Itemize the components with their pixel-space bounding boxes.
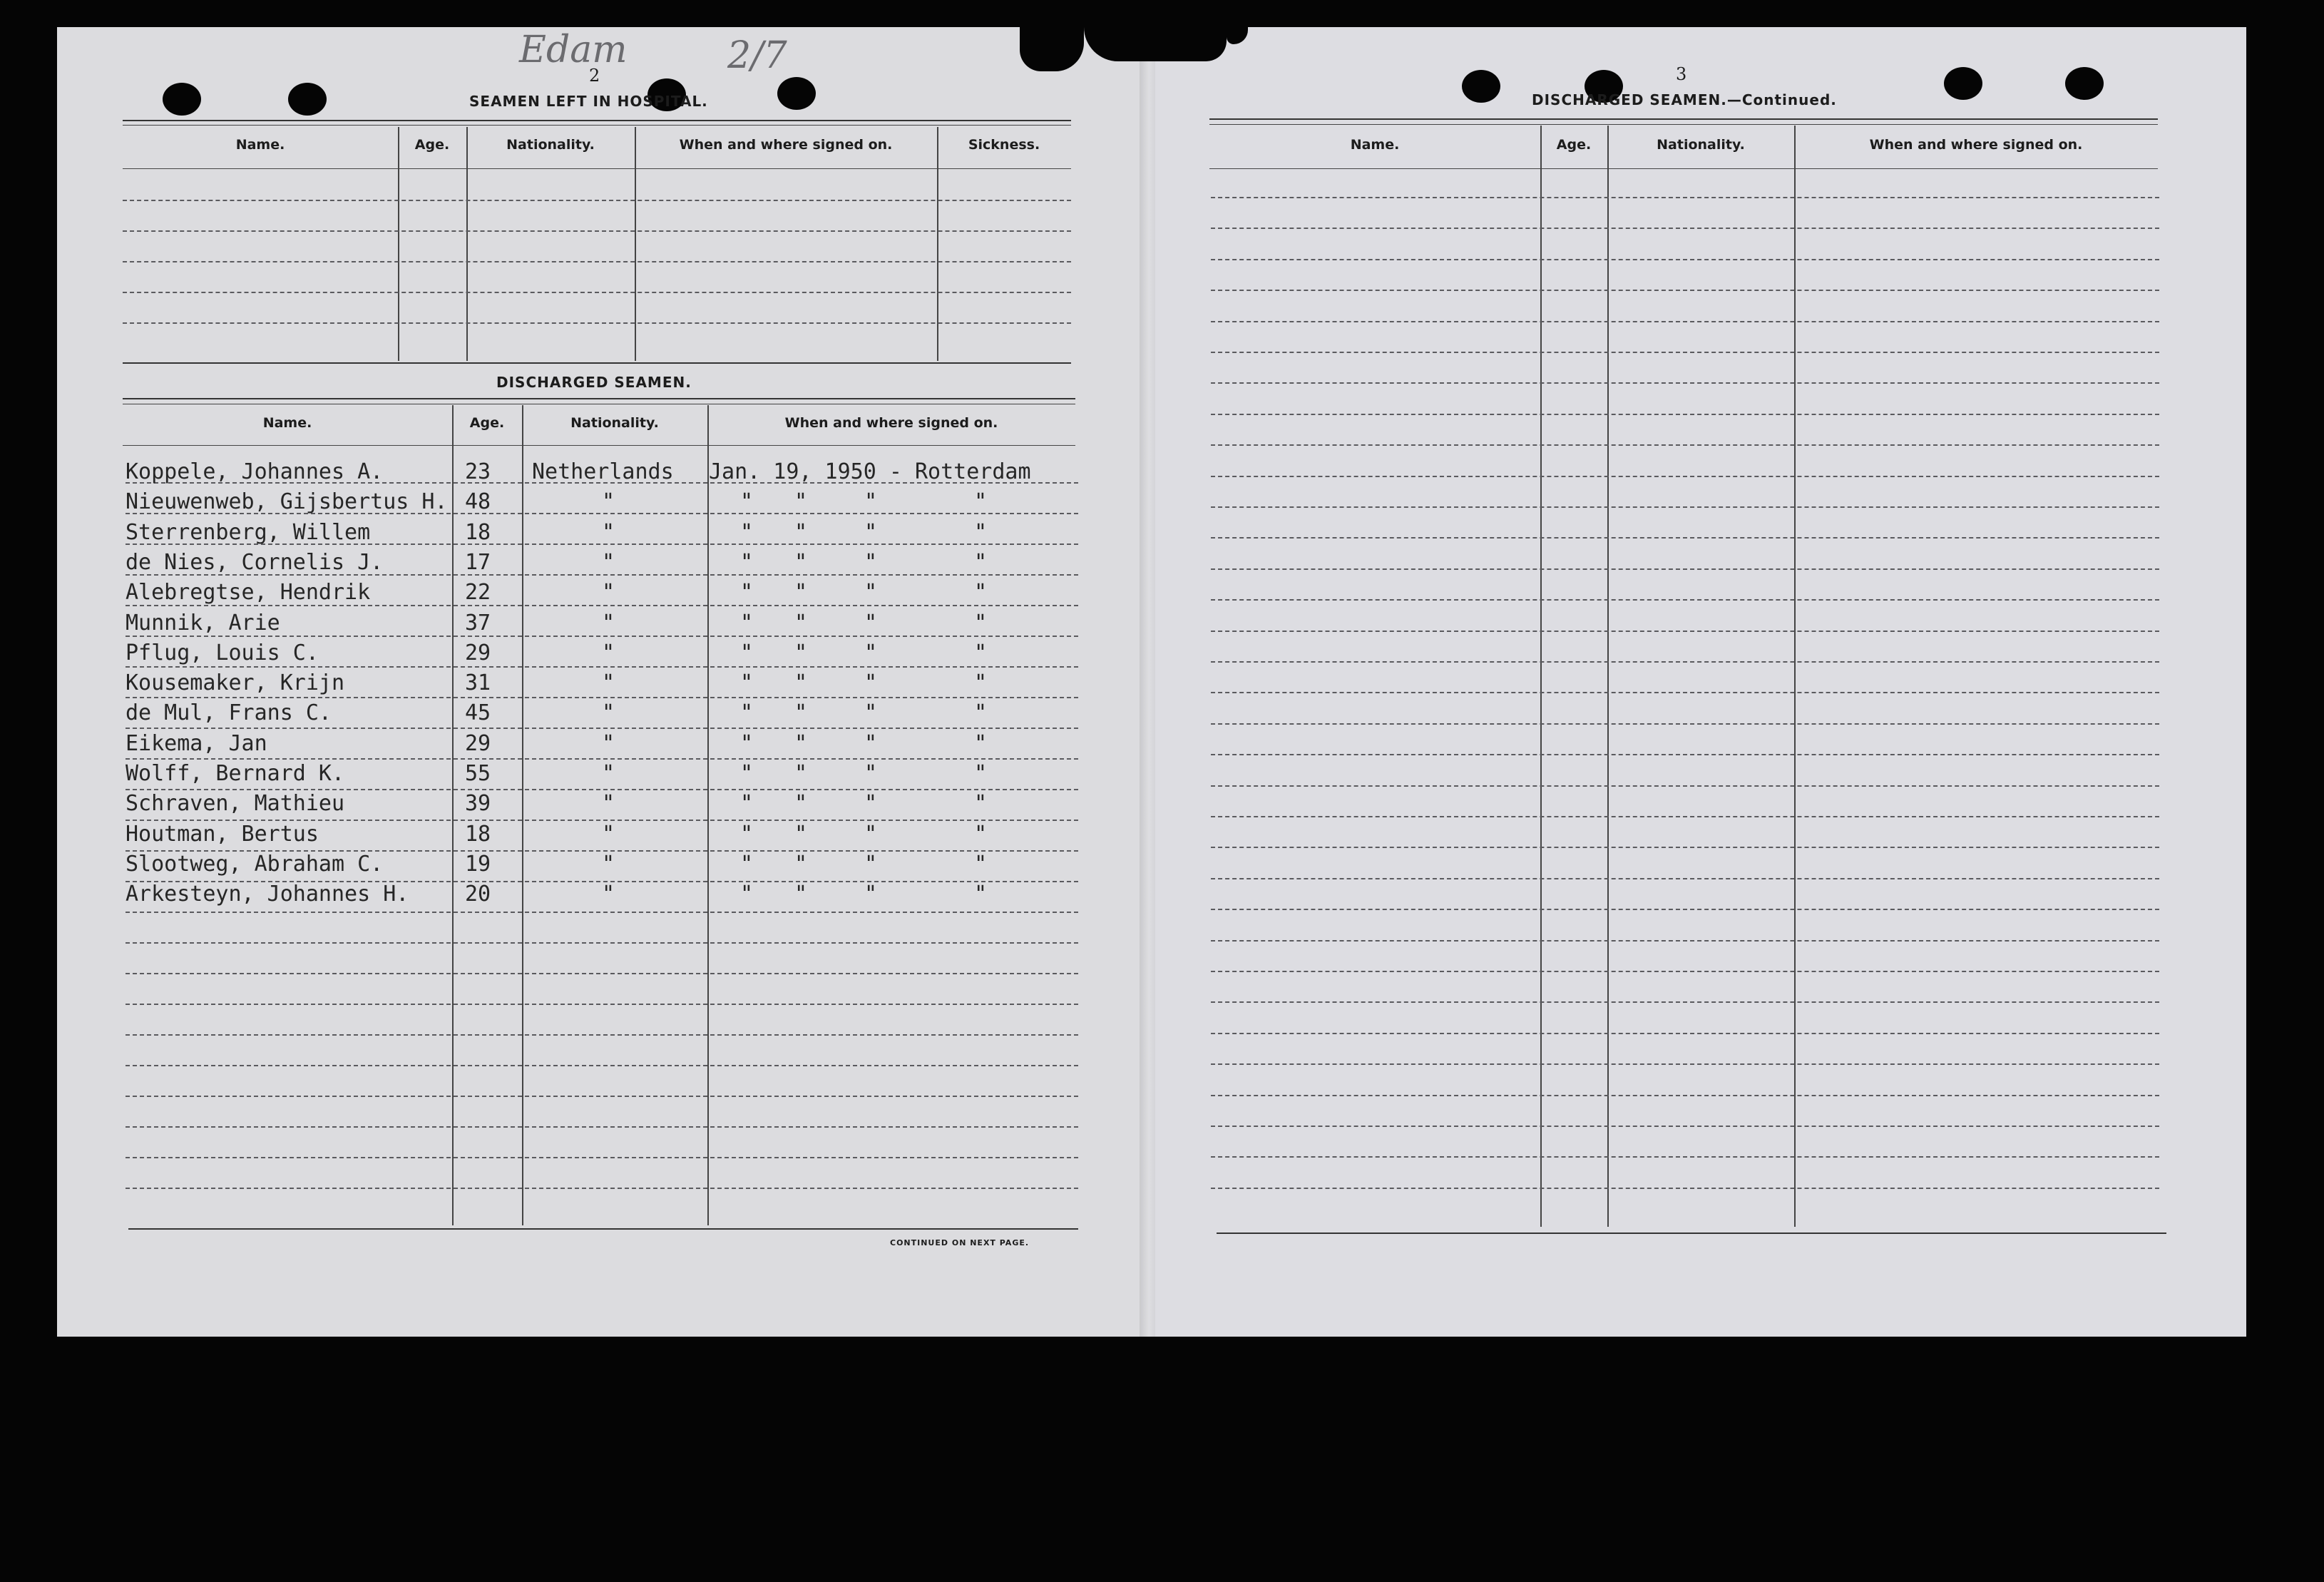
seaman-name: Schraven, Mathieu [126, 791, 345, 817]
hospital-col-nationality: Nationality. [506, 137, 595, 153]
ditto-mark: " [794, 700, 808, 726]
ditto-mark: " [602, 882, 615, 907]
ditto-mark: " [794, 549, 808, 575]
ruling-line [123, 292, 1071, 293]
hospital-bottom-rule [123, 362, 1071, 364]
ditto-mark: " [740, 791, 754, 817]
ditto-mark: " [794, 791, 808, 817]
punch-hole [777, 77, 816, 110]
ditto-mark: " [864, 640, 878, 665]
seaman-signed-on: Jan. 19, 1950 - Rotterdam [709, 459, 1031, 484]
right-bottom-rule [1217, 1233, 2166, 1234]
ruling-line [126, 697, 1078, 698]
punch-hole [288, 83, 327, 116]
ditto-mark: " [602, 791, 615, 817]
seaman-age: 19 [465, 851, 491, 877]
ruling-line [126, 1004, 1078, 1005]
ruling-line [1211, 1188, 2159, 1189]
ditto-mark: " [864, 851, 878, 877]
ruling-line [1211, 661, 2159, 663]
ditto-mark: " [602, 851, 615, 877]
ditto-mark: " [794, 670, 808, 696]
ditto-mark: " [974, 580, 988, 606]
page-number-right: 3 [1676, 64, 1687, 84]
seaman-age: 31 [465, 670, 491, 696]
seaman-age: 17 [465, 549, 491, 575]
ditto-mark: " [740, 549, 754, 575]
ditto-mark: " [864, 549, 878, 575]
ruling-line [1211, 1001, 2159, 1003]
right-col-name: Name. [1350, 137, 1400, 153]
punch-hole [163, 83, 201, 116]
seaman-name: Koppele, Johannes A. [126, 459, 384, 484]
seaman-age: 23 [465, 459, 491, 484]
ditto-mark: " [864, 610, 878, 636]
ditto-mark: " [794, 730, 808, 756]
ditto-mark: " [794, 610, 808, 636]
ditto-mark: " [974, 730, 988, 756]
handwritten-date: 2/7 [727, 34, 787, 77]
ruling-line [1211, 444, 2159, 446]
ditto-mark: " [794, 882, 808, 907]
ruling-line [126, 1034, 1078, 1036]
ruling-line [1211, 259, 2159, 260]
ditto-mark: " [740, 610, 754, 636]
hospital-top-rule [123, 120, 1071, 121]
ruling-line [1211, 476, 2159, 477]
ditto-mark: " [974, 821, 988, 847]
ditto-mark: " [864, 791, 878, 817]
seaman-name: Houtman, Bertus [126, 821, 319, 847]
seaman-age: 45 [465, 700, 491, 726]
discharged-col-divider [707, 405, 709, 1225]
page-number-left: 2 [589, 66, 600, 86]
ditto-mark: " [602, 700, 615, 726]
ruling-line [1211, 382, 2159, 384]
hospital-top-rule-2 [123, 125, 1071, 126]
ruling-line [1211, 847, 2159, 848]
seaman-age: 55 [465, 761, 491, 786]
hospital-col-sickness: Sickness. [968, 137, 1040, 153]
torn-edge [1084, 27, 1227, 61]
ditto-mark: " [864, 519, 878, 545]
ruling-line [126, 728, 1078, 729]
seaman-age: 20 [465, 882, 491, 907]
hospital-col-signed-on: When and where signed on. [679, 137, 893, 153]
seaman-nationality: Netherlands [532, 459, 674, 484]
ditto-mark: " [602, 821, 615, 847]
ruling-line [1211, 1033, 2159, 1034]
seaman-name: Munnik, Arie [126, 610, 280, 636]
seaman-name: Slootweg, Abraham C. [126, 851, 384, 877]
ruling-line [1211, 1156, 2159, 1158]
ruling-line [126, 605, 1078, 606]
ruling-line [126, 1065, 1078, 1066]
seaman-name: Kousemaker, Krijn [126, 670, 345, 696]
ditto-mark: " [602, 670, 615, 696]
ruling-line [1211, 754, 2159, 755]
discharged-col-name: Name. [262, 415, 312, 431]
ruling-line [1211, 1126, 2159, 1127]
ruling-line [123, 200, 1071, 201]
ruling-line [126, 912, 1078, 913]
ruling-line [1211, 228, 2159, 229]
seaman-name: de Nies, Cornelis J. [126, 549, 384, 575]
ditto-mark: " [794, 580, 808, 606]
right-page [1148, 27, 2246, 1337]
discharged-section-title: DISCHARGED SEAMEN. [496, 374, 692, 391]
ruling-line [1211, 1063, 2159, 1065]
ditto-mark: " [864, 489, 878, 515]
ditto-mark: " [602, 549, 615, 575]
ruling-line [126, 1096, 1078, 1097]
seaman-name: Sterrenberg, Willem [126, 519, 371, 545]
discharged-col-signed-on: When and where signed on. [784, 415, 998, 431]
seaman-name: Pflug, Louis C. [126, 640, 319, 665]
seaman-age: 39 [465, 791, 491, 817]
hospital-col-name: Name. [235, 137, 285, 153]
page-fold [1140, 27, 1155, 1337]
ditto-mark: " [974, 670, 988, 696]
ditto-mark: " [794, 640, 808, 665]
seaman-name: Alebregtse, Hendrik [126, 580, 371, 606]
hospital-section-title: SEAMEN LEFT IN HOSPITAL. [469, 93, 708, 110]
ditto-mark: " [740, 670, 754, 696]
hospital-header-rule [123, 168, 1071, 169]
right-col-age: Age. [1556, 137, 1592, 153]
ruling-line [126, 973, 1078, 974]
seaman-age: 29 [465, 640, 491, 665]
seaman-name: Wolff, Bernard K. [126, 761, 345, 786]
ruling-line [126, 1188, 1078, 1189]
ruling-line [126, 942, 1078, 944]
ditto-mark: " [864, 730, 878, 756]
hospital-col-divider [466, 127, 468, 361]
right-section-title: DISCHARGED SEAMEN.—Continued. [1532, 91, 1837, 108]
ditto-mark: " [740, 851, 754, 877]
ditto-mark: " [602, 519, 615, 545]
ditto-mark: " [974, 700, 988, 726]
ruling-line [126, 758, 1078, 760]
discharged-top-rule [123, 398, 1075, 399]
seaman-age: 22 [465, 580, 491, 606]
ruling-line [1211, 352, 2159, 353]
ditto-mark: " [974, 610, 988, 636]
ditto-mark: " [602, 610, 615, 636]
discharged-header-rule [123, 445, 1075, 446]
ditto-mark: " [864, 882, 878, 907]
handwritten-ship-name: Edam [519, 29, 628, 71]
right-col-nationality: Nationality. [1657, 137, 1745, 153]
ruling-line [1211, 537, 2159, 539]
ruling-line [123, 230, 1071, 232]
ditto-mark: " [864, 580, 878, 606]
ruling-line [1211, 414, 2159, 415]
ditto-mark: " [740, 761, 754, 786]
seaman-name: Eikema, Jan [126, 730, 267, 756]
seaman-age: 29 [465, 730, 491, 756]
ditto-mark: " [974, 489, 988, 515]
seaman-age: 18 [465, 519, 491, 545]
ditto-mark: " [740, 730, 754, 756]
ditto-mark: " [794, 851, 808, 877]
ruling-line [126, 789, 1078, 790]
ruling-line [126, 1126, 1078, 1128]
ditto-mark: " [974, 791, 988, 817]
ruling-line [123, 322, 1071, 324]
ditto-mark: " [974, 851, 988, 877]
ruling-line [1211, 506, 2159, 508]
punch-hole [2065, 67, 2104, 100]
ruling-line [1211, 909, 2159, 910]
hospital-col-divider [398, 127, 399, 361]
ruling-line [1211, 599, 2159, 601]
ditto-mark: " [864, 821, 878, 847]
ruling-line [126, 1157, 1078, 1158]
ditto-mark: " [740, 489, 754, 515]
ruling-line [1211, 197, 2159, 198]
right-top-rule [1209, 118, 2158, 120]
ditto-mark: " [740, 821, 754, 847]
ditto-mark: " [974, 519, 988, 545]
ditto-mark: " [864, 700, 878, 726]
ditto-mark: " [864, 670, 878, 696]
ruling-line [1211, 692, 2159, 693]
ruling-line [1211, 631, 2159, 632]
ditto-mark: " [740, 640, 754, 665]
seaman-age: 37 [465, 610, 491, 636]
ditto-mark: " [740, 882, 754, 907]
ruling-line [1211, 290, 2159, 291]
ruling-line [1211, 816, 2159, 817]
ditto-mark: " [794, 489, 808, 515]
ruling-line [1211, 568, 2159, 570]
ruling-line [1211, 940, 2159, 941]
seaman-name: Arkesteyn, Johannes H. [126, 882, 409, 907]
continued-note: CONTINUED ON NEXT PAGE. [890, 1238, 1030, 1247]
ditto-mark: " [602, 761, 615, 786]
ruling-line [1211, 785, 2159, 787]
ruling-line [1211, 971, 2159, 972]
hospital-col-divider [635, 127, 636, 361]
ditto-mark: " [794, 821, 808, 847]
right-col-signed-on: When and where signed on. [1869, 137, 2083, 153]
seaman-name: Nieuwenweb, Gijsbertus H. [126, 489, 448, 515]
ditto-mark: " [794, 761, 808, 786]
ditto-mark: " [974, 549, 988, 575]
seaman-name: de Mul, Frans C. [126, 700, 332, 726]
discharged-bottom-rule [128, 1228, 1078, 1230]
right-top-rule-2 [1209, 124, 2158, 125]
ditto-mark: " [602, 489, 615, 515]
ditto-mark: " [740, 580, 754, 606]
ruling-line [126, 666, 1078, 668]
discharged-col-nationality: Nationality. [570, 415, 659, 431]
seaman-age: 48 [465, 489, 491, 515]
punch-hole [1944, 67, 1982, 100]
ditto-mark: " [602, 580, 615, 606]
right-header-rule [1209, 168, 2158, 169]
ruling-line [1211, 321, 2159, 322]
ditto-mark: " [602, 640, 615, 665]
ruling-line [126, 636, 1078, 637]
ditto-mark: " [864, 761, 878, 786]
ditto-mark: " [602, 730, 615, 756]
hospital-col-divider [937, 127, 938, 361]
ditto-mark: " [740, 700, 754, 726]
ruling-line [1211, 723, 2159, 725]
seaman-age: 18 [465, 821, 491, 847]
ruling-line [1211, 1095, 2159, 1096]
hospital-col-age: Age. [414, 137, 450, 153]
ditto-mark: " [974, 761, 988, 786]
discharged-col-divider [522, 405, 523, 1225]
ditto-mark: " [974, 640, 988, 665]
ditto-mark: " [794, 519, 808, 545]
ditto-mark: " [974, 882, 988, 907]
discharged-col-age: Age. [469, 415, 505, 431]
ruling-line [123, 261, 1071, 262]
ruling-line [1211, 878, 2159, 879]
discharged-col-divider [452, 405, 454, 1225]
ditto-mark: " [740, 519, 754, 545]
punch-hole [1462, 70, 1500, 103]
